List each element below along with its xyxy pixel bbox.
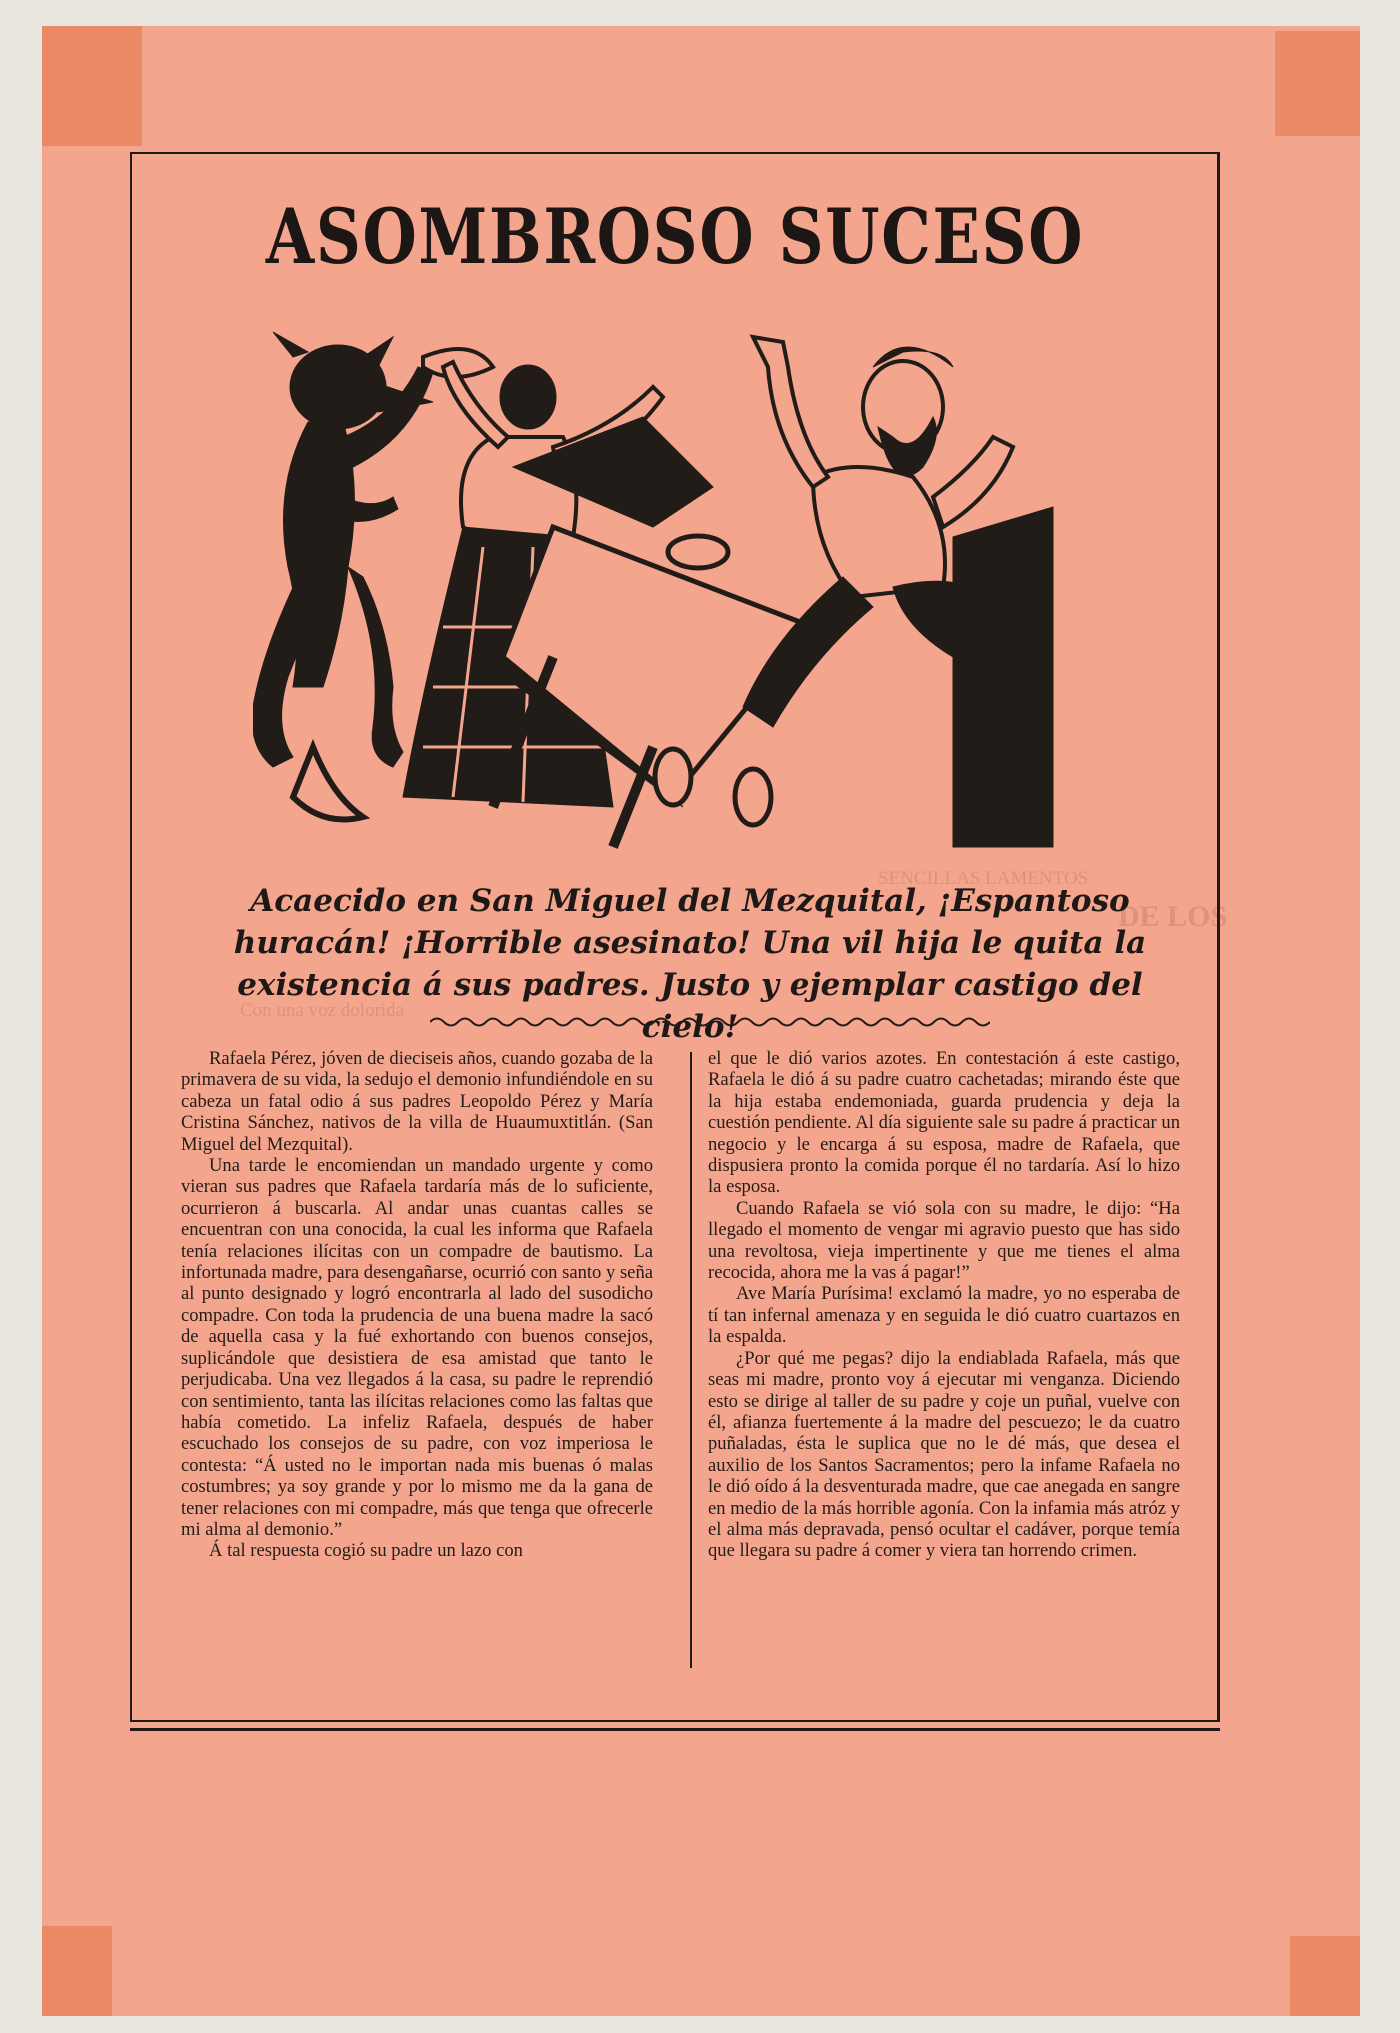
article-paragraph: ¿Por qué me pegas? dijo la endiablada Rafaela, más que seas mi madre, pronto voy á ejecutar mi venganza. Diciendo esto se dirige al taller de su padre y coje un puñal, vuelve con él, afianza fuertemente á la madre del pescuezo; le da cuatro puñaladas, ésta le suplica que no le dé más, que desea el auxilio de los Santos Sacramentos; pero la infame Rafaela no le dió oído á la desventurada madre, que cae anegada en sangre en medio de la más horrible agonía. Con la infamia más atróz y el alma más depravada, pensó ocultar el cadáver, porque temía que llegara su padre á comer y viera tan horrendo crimen. [708, 1347, 1180, 1562]
poster-title: ASOMBROSO SUCESO [265, 192, 1085, 281]
article-paragraph: el que le dió varios azotes. En contestación á este castigo, Rafaela le dió á su padre cuatro cachetadas; mirando éste que la hija estaba endemoniada, guarda prudencia y deja la cuestión pendiente. Al día siguiente sale su padre á practicar un negocio y le encarga á su esposa, madre de Rafaela, que dispusiera pronto la comida porque él no tardaría. Así lo hizo la esposa. [708, 1048, 1180, 1198]
column-divider [690, 1052, 692, 1668]
article-paragraph: Una tarde le encomiendan un mandado urgente y como vieran sus padres que Rafaela tardaría más de lo suficiente, ocurrieron á buscarla. Al andar unas cuantas calles se encuentran con una conocida, la cual les informa que Rafaela tenía relaciones ilícitas con un compadre de bautismo. La infortunada madre, para desengañarse, ocurrió con santo y seña al punto designado y logró encontrarla al lado del susodicho compadre. Con toda la prudencia de una buena madre la sacó de aquella casa y la fué exhortando con buenos consejos, suplicándole que desistiera de esa amistad que tanto le perjudicaba. Una vez llegados á la casa, su padre le reprendió con sentimiento, tanta las ilícitas relaciones como las faltas que había cometido. La infeliz Rafaela, después de haber escuchado los consejos de su padre, con voz imperiosa le contesta: “Á usted no le importan nada mis buenas ó malas costumbres; ya soy grande y por lo mismo me da la gana de tener relaciones con mi compadre, más que tenga que ofrecerle mi alma al demonio.” [181, 1155, 653, 1540]
bleed-through-text: SENCILLAS LAMENTOS [878, 868, 1089, 889]
man-figure [743, 337, 1053, 847]
article-paragraph: Á tal respuesta cogió su padre un lazo con [209, 1540, 523, 1562]
tape-corner-bottom-left [42, 1926, 112, 2016]
tape-corner-top-right [1275, 31, 1360, 136]
ornamental-wave-divider [430, 1015, 990, 1029]
article-paragraph: Ave María Purísima! exclamó la madre, yo no esperaba de tí tan infernal amenaza y en seguida le dió cuatro cuartazos en la espalda. [708, 1283, 1180, 1348]
tape-corner-top-left [42, 26, 142, 146]
devil-figure [253, 332, 433, 820]
article-column-left [181, 1048, 653, 1562]
bleed-through-text: Con una voz dolorida [240, 1000, 405, 1021]
woodcut-illustration [253, 327, 1131, 857]
article-paragraph: Rafaela Pérez, jóven de dieciseis años, cuando gozaba de la primavera de su vida, la sedujo el demonio infundiéndole en su cabeza un fatal odio á sus padres Leopoldo Pérez y María Cristina Sánchez, nativos de la villa de Huaumuxtitlán. (San Miguel del Mezquital). [181, 1048, 653, 1155]
article-paragraph: Cuando Rafaela se vió sola con su madre, le dijo: “Ha llegado el momento de vengar mi agravio puesto que has sido una revoltosa, vieja impertinente y que me tienes el alma recocida, ahora me la vas á pagar!” [708, 1197, 1180, 1284]
tape-corner-bottom-right [1290, 1936, 1360, 2016]
article-column-right [708, 1048, 1180, 1562]
bleed-through-text: DE LOS [1118, 900, 1228, 933]
frame-bottom-rule [130, 1728, 1220, 1731]
poster-subtitle: Acaecido en San Miguel del Mezquital, ¡Espantoso huracán! ¡Horrible asesinato! Una vil hija le quita la existencia á sus padres. Justo y ejemplar castigo del cielo! [233, 883, 1147, 1045]
